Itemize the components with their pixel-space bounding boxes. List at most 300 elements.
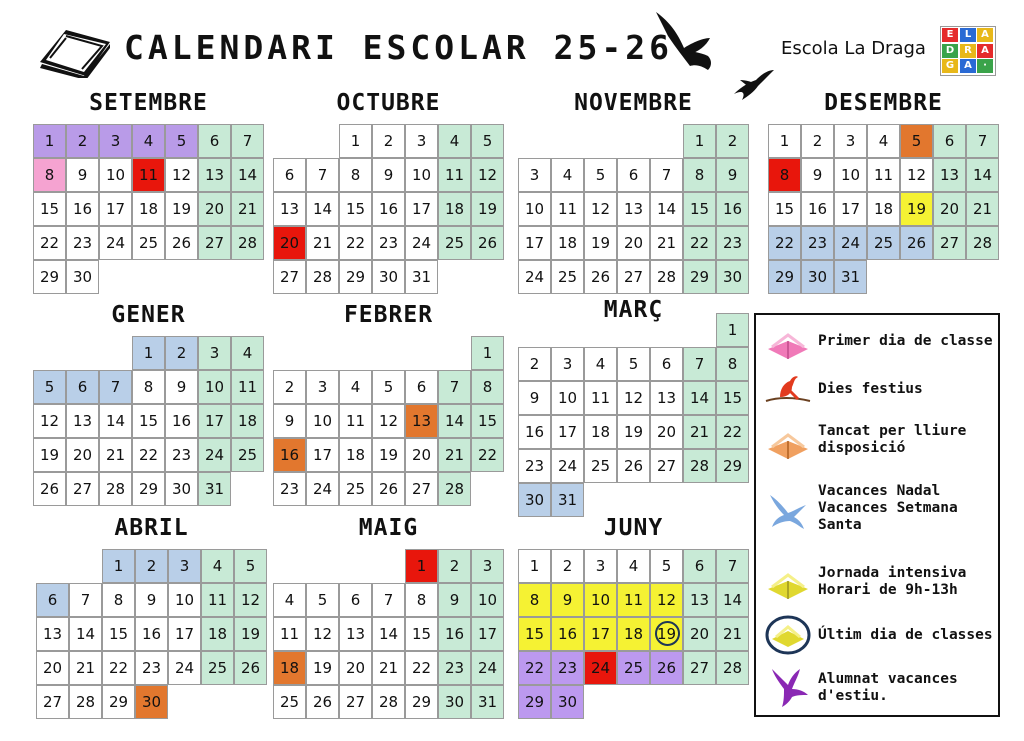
day-cell: 16 xyxy=(716,192,749,226)
day-cell: 27 xyxy=(933,226,966,260)
day-cell: 26 xyxy=(900,226,933,260)
day-cell: 23 xyxy=(273,472,306,506)
day-cell: 28 xyxy=(69,685,102,719)
day-cell: 6 xyxy=(36,583,69,617)
day-cell: 29 xyxy=(768,260,801,294)
day-cell: 11 xyxy=(438,158,471,192)
month-name: OCTUBRE xyxy=(336,90,441,116)
day-cell: 9 xyxy=(372,158,405,192)
day-cell: 12 xyxy=(584,192,617,226)
day-cell: 17 xyxy=(198,404,231,438)
day-cell: 25 xyxy=(339,472,372,506)
day-cell: 3 xyxy=(405,124,438,158)
day-cell: 18 xyxy=(867,192,900,226)
day-cell: 9 xyxy=(273,404,306,438)
day-cell: 4 xyxy=(438,124,471,158)
day-cell: 11 xyxy=(231,370,264,404)
day-cell: 1 xyxy=(33,124,66,158)
day-cell: 9 xyxy=(66,158,99,192)
day-cell: 15 xyxy=(683,192,716,226)
day-cell: 21 xyxy=(966,192,999,226)
day-cell: 21 xyxy=(716,617,749,651)
day-cell: 10 xyxy=(99,158,132,192)
day-cell: 8 xyxy=(768,158,801,192)
day-cell: 11 xyxy=(867,158,900,192)
day-cell: 24 xyxy=(518,260,551,294)
day-cell: 11 xyxy=(584,381,617,415)
day-cell: 20 xyxy=(339,651,372,685)
day-cell: 5 xyxy=(165,124,198,158)
day-cell: 27 xyxy=(36,685,69,719)
day-cell: 15 xyxy=(716,381,749,415)
day-cell: 29 xyxy=(339,260,372,294)
day-cell: 20 xyxy=(273,226,306,260)
day-cell: 14 xyxy=(306,192,339,226)
day-cell: 3 xyxy=(168,549,201,583)
month-9 xyxy=(518,515,749,719)
day-cell: 20 xyxy=(933,192,966,226)
day-cell: 29 xyxy=(683,260,716,294)
day-cell: 7 xyxy=(306,158,339,192)
day-cell: 4 xyxy=(584,347,617,381)
day-cell: 8 xyxy=(33,158,66,192)
day-cell: 2 xyxy=(518,347,551,381)
day-cell: 13 xyxy=(405,404,438,438)
day-cell: 3 xyxy=(834,124,867,158)
day-cell: 1 xyxy=(768,124,801,158)
day-cell: 12 xyxy=(900,158,933,192)
day-cell: 22 xyxy=(471,438,504,472)
day-cell: 29 xyxy=(405,685,438,719)
day-cell: 27 xyxy=(66,472,99,506)
day-cell: 10 xyxy=(551,381,584,415)
month-7 xyxy=(36,515,267,719)
day-cell: 7 xyxy=(966,124,999,158)
day-cell: 4 xyxy=(201,549,234,583)
day-cell: 22 xyxy=(132,438,165,472)
day-cell: 5 xyxy=(584,158,617,192)
month-1 xyxy=(273,90,504,294)
day-cell: 12 xyxy=(617,381,650,415)
day-cell: 17 xyxy=(471,617,504,651)
day-cell: 26 xyxy=(306,685,339,719)
day-cell: 9 xyxy=(165,370,198,404)
month-4 xyxy=(33,302,264,506)
day-cell: 20 xyxy=(198,192,231,226)
day-cell: 17 xyxy=(99,192,132,226)
day-cell: 1 xyxy=(132,336,165,370)
day-cell: 23 xyxy=(135,651,168,685)
day-cell: 12 xyxy=(650,583,683,617)
day-cell: 7 xyxy=(716,549,749,583)
day-cell: 29 xyxy=(518,685,551,719)
day-cell: 14 xyxy=(99,404,132,438)
day-cell: 3 xyxy=(198,336,231,370)
day-cell: 10 xyxy=(834,158,867,192)
day-cell: 11 xyxy=(201,583,234,617)
day-cell: 16 xyxy=(438,617,471,651)
day-cell: 31 xyxy=(198,472,231,506)
day-cell: 9 xyxy=(716,158,749,192)
day-cell: 13 xyxy=(36,617,69,651)
day-cell: 27 xyxy=(273,260,306,294)
day-cell: 1 xyxy=(339,124,372,158)
day-cell: 23 xyxy=(438,651,471,685)
day-cell: 16 xyxy=(518,415,551,449)
day-cell: 4 xyxy=(132,124,165,158)
month-name: MAIG xyxy=(358,515,419,541)
day-cell: 6 xyxy=(198,124,231,158)
day-cell: 26 xyxy=(650,651,683,685)
day-cell: 8 xyxy=(518,583,551,617)
day-cell: 2 xyxy=(716,124,749,158)
day-cell: 25 xyxy=(584,449,617,483)
day-cell: 28 xyxy=(306,260,339,294)
day-cell: 9 xyxy=(551,583,584,617)
day-cell: 3 xyxy=(584,549,617,583)
month-name: JUNY xyxy=(603,515,664,541)
day-cell: 14 xyxy=(372,617,405,651)
day-cell: 10 xyxy=(471,583,504,617)
day-cell: 9 xyxy=(438,583,471,617)
day-cell: 18 xyxy=(584,415,617,449)
month-8 xyxy=(273,515,504,719)
day-cell: 4 xyxy=(617,549,650,583)
day-cell: 22 xyxy=(339,226,372,260)
day-cell: 7 xyxy=(650,158,683,192)
month-6 xyxy=(518,297,749,517)
month-5 xyxy=(273,302,504,506)
day-cell: 27 xyxy=(683,651,716,685)
day-cell: 12 xyxy=(306,617,339,651)
day-cell: 20 xyxy=(66,438,99,472)
day-cell: 30 xyxy=(801,260,834,294)
day-cell: 13 xyxy=(339,617,372,651)
day-cell: 24 xyxy=(198,438,231,472)
day-cell: 17 xyxy=(551,415,584,449)
day-cell: 18 xyxy=(231,404,264,438)
blue-bird-icon xyxy=(764,491,812,531)
day-cell: 3 xyxy=(551,347,584,381)
day-cell: 6 xyxy=(683,549,716,583)
day-cell: 28 xyxy=(683,449,716,483)
pink-book-icon xyxy=(764,327,812,363)
day-cell: 2 xyxy=(66,124,99,158)
day-cell: 7 xyxy=(99,370,132,404)
day-cell: 1 xyxy=(518,549,551,583)
day-cell: 20 xyxy=(683,617,716,651)
day-cell: 26 xyxy=(471,226,504,260)
day-cell: 22 xyxy=(768,226,801,260)
day-cell: 21 xyxy=(683,415,716,449)
day-cell: 5 xyxy=(650,549,683,583)
day-cell: 19 xyxy=(584,226,617,260)
day-cell: 6 xyxy=(617,158,650,192)
day-cell: 26 xyxy=(584,260,617,294)
day-cell: 24 xyxy=(405,226,438,260)
day-cell: 14 xyxy=(69,617,102,651)
day-cell: 24 xyxy=(584,651,617,685)
day-cell: 11 xyxy=(273,617,306,651)
day-cell: 12 xyxy=(372,404,405,438)
day-cell: 10 xyxy=(584,583,617,617)
day-cell: 26 xyxy=(165,226,198,260)
day-cell: 5 xyxy=(234,549,267,583)
day-cell: 15 xyxy=(132,404,165,438)
day-cell: 2 xyxy=(801,124,834,158)
day-cell: 1 xyxy=(716,313,749,347)
day-cell: 2 xyxy=(273,370,306,404)
day-cell: 18 xyxy=(201,617,234,651)
day-cell: 16 xyxy=(66,192,99,226)
day-cell: 13 xyxy=(617,192,650,226)
day-cell: 12 xyxy=(33,404,66,438)
day-cell: 13 xyxy=(198,158,231,192)
day-cell: 10 xyxy=(306,404,339,438)
day-cell: 16 xyxy=(372,192,405,226)
day-cell: 19 xyxy=(165,192,198,226)
day-cell: 5 xyxy=(471,124,504,158)
day-cell: 16 xyxy=(551,617,584,651)
day-cell: 2 xyxy=(551,549,584,583)
day-cell: 15 xyxy=(102,617,135,651)
day-cell: 25 xyxy=(551,260,584,294)
day-cell: 17 xyxy=(584,617,617,651)
day-cell: 17 xyxy=(306,438,339,472)
day-cell: 6 xyxy=(405,370,438,404)
day-cell: 21 xyxy=(306,226,339,260)
day-cell: 14 xyxy=(716,583,749,617)
day-cell: 28 xyxy=(231,226,264,260)
day-cell: 2 xyxy=(165,336,198,370)
day-cell: 3 xyxy=(471,549,504,583)
day-cell: 25 xyxy=(617,651,650,685)
day-cell: 6 xyxy=(650,347,683,381)
yellow-book-icon xyxy=(764,567,812,603)
month-name: ABRIL xyxy=(114,515,189,541)
day-cell: 26 xyxy=(33,472,66,506)
day-cell: 6 xyxy=(933,124,966,158)
day-cell: 14 xyxy=(966,158,999,192)
header xyxy=(0,0,1024,90)
day-cell: 28 xyxy=(438,472,471,506)
month-name: MARÇ xyxy=(603,297,664,323)
day-cell: 3 xyxy=(99,124,132,158)
day-cell: 22 xyxy=(405,651,438,685)
day-cell: 25 xyxy=(867,226,900,260)
day-cell: 11 xyxy=(551,192,584,226)
day-cell: 12 xyxy=(165,158,198,192)
day-cell: 16 xyxy=(801,192,834,226)
day-cell: 19 xyxy=(617,415,650,449)
day-cell: 8 xyxy=(683,158,716,192)
day-cell: 20 xyxy=(405,438,438,472)
day-cell: 27 xyxy=(198,226,231,260)
day-cell: 10 xyxy=(518,192,551,226)
day-cell: 3 xyxy=(306,370,339,404)
day-cell: 15 xyxy=(405,617,438,651)
day-cell: 20 xyxy=(36,651,69,685)
day-cell: 12 xyxy=(234,583,267,617)
day-cell: 15 xyxy=(471,404,504,438)
day-cell: 21 xyxy=(372,651,405,685)
school-name: Escola La Draga xyxy=(781,38,926,59)
day-cell: 27 xyxy=(617,260,650,294)
day-cell: 4 xyxy=(551,158,584,192)
day-cell: 24 xyxy=(551,449,584,483)
day-cell: 28 xyxy=(372,685,405,719)
day-cell: 26 xyxy=(617,449,650,483)
day-cell: 14 xyxy=(683,381,716,415)
month-name: GENER xyxy=(111,302,186,328)
day-cell: 30 xyxy=(135,685,168,719)
day-cell: 17 xyxy=(168,617,201,651)
open-book-icon xyxy=(36,22,114,78)
day-cell: 16 xyxy=(273,438,306,472)
day-cell: 23 xyxy=(165,438,198,472)
day-cell: 21 xyxy=(99,438,132,472)
day-cell: 25 xyxy=(201,651,234,685)
day-cell: 30 xyxy=(438,685,471,719)
day-cell: 1 xyxy=(683,124,716,158)
school-logo: E L A D R A G A · xyxy=(940,26,996,76)
red-bird-icon xyxy=(764,371,812,407)
day-cell: 9 xyxy=(518,381,551,415)
day-cell: 18 xyxy=(132,192,165,226)
day-cell: 17 xyxy=(405,192,438,226)
day-cell: 13 xyxy=(683,583,716,617)
day-cell: 10 xyxy=(405,158,438,192)
day-cell: 22 xyxy=(683,226,716,260)
day-cell: 7 xyxy=(438,370,471,404)
day-cell: 9 xyxy=(801,158,834,192)
day-cell: 31 xyxy=(551,483,584,517)
day-cell: 14 xyxy=(650,192,683,226)
day-cell: 1 xyxy=(405,549,438,583)
day-cell: 15 xyxy=(768,192,801,226)
day-cell: 28 xyxy=(650,260,683,294)
day-cell: 18 xyxy=(617,617,650,651)
day-cell: 18 xyxy=(273,651,306,685)
day-cell: 2 xyxy=(438,549,471,583)
day-cell: 31 xyxy=(471,685,504,719)
day-cell: 18 xyxy=(551,226,584,260)
month-2 xyxy=(518,90,749,294)
month-name: NOVEMBRE xyxy=(574,90,693,116)
day-cell: 8 xyxy=(716,347,749,381)
day-cell: 31 xyxy=(834,260,867,294)
day-cell: 7 xyxy=(69,583,102,617)
day-cell: 13 xyxy=(933,158,966,192)
day-cell: 19 xyxy=(33,438,66,472)
day-cell: 23 xyxy=(716,226,749,260)
day-cell: 28 xyxy=(99,472,132,506)
day-cell: 24 xyxy=(168,651,201,685)
day-cell: 28 xyxy=(966,226,999,260)
day-cell: 2 xyxy=(135,549,168,583)
day-cell: 24 xyxy=(834,226,867,260)
day-cell: 30 xyxy=(165,472,198,506)
day-cell: 6 xyxy=(339,583,372,617)
day-cell: 22 xyxy=(102,651,135,685)
day-cell: 19 xyxy=(234,617,267,651)
day-cell: 23 xyxy=(801,226,834,260)
day-cell: 22 xyxy=(716,415,749,449)
day-cell: 3 xyxy=(518,158,551,192)
day-cell: 16 xyxy=(135,617,168,651)
month-name: DESEMBRE xyxy=(824,90,943,116)
day-cell: 16 xyxy=(165,404,198,438)
day-cell: 11 xyxy=(617,583,650,617)
day-cell: 31 xyxy=(405,260,438,294)
day-cell: 4 xyxy=(339,370,372,404)
day-cell: 15 xyxy=(518,617,551,651)
day-cell: 28 xyxy=(716,651,749,685)
day-cell: 21 xyxy=(650,226,683,260)
day-cell: 2 xyxy=(372,124,405,158)
day-cell: 30 xyxy=(66,260,99,294)
day-cell: 17 xyxy=(518,226,551,260)
ringed-yellow-book-icon xyxy=(764,615,812,655)
day-cell: 8 xyxy=(471,370,504,404)
day-cell: 10 xyxy=(168,583,201,617)
day-cell: 23 xyxy=(518,449,551,483)
day-cell: 30 xyxy=(518,483,551,517)
month-0 xyxy=(33,90,264,294)
day-cell: 8 xyxy=(132,370,165,404)
day-cell: 4 xyxy=(231,336,264,370)
day-cell: 20 xyxy=(617,226,650,260)
day-cell: 29 xyxy=(102,685,135,719)
day-cell: 8 xyxy=(339,158,372,192)
day-cell: 25 xyxy=(438,226,471,260)
day-cell: 18 xyxy=(339,438,372,472)
day-cell: 30 xyxy=(551,685,584,719)
day-cell: 24 xyxy=(99,226,132,260)
day-cell: 5 xyxy=(617,347,650,381)
day-cell: 12 xyxy=(471,158,504,192)
day-cell: 10 xyxy=(198,370,231,404)
day-cell: 26 xyxy=(372,472,405,506)
day-cell: 22 xyxy=(518,651,551,685)
day-cell: 22 xyxy=(33,226,66,260)
page-title: CALENDARI ESCOLAR 25-26 xyxy=(124,28,673,67)
day-cell: 9 xyxy=(135,583,168,617)
day-cell: 11 xyxy=(339,404,372,438)
month-3 xyxy=(768,90,999,294)
day-cell: 23 xyxy=(551,651,584,685)
day-cell: 7 xyxy=(231,124,264,158)
day-cell: 7 xyxy=(372,583,405,617)
day-cell: 26 xyxy=(234,651,267,685)
day-cell: 15 xyxy=(339,192,372,226)
day-cell: 29 xyxy=(132,472,165,506)
day-cell: 19 xyxy=(306,651,339,685)
day-cell: 27 xyxy=(405,472,438,506)
day-cell: 17 xyxy=(834,192,867,226)
day-cell: 14 xyxy=(438,404,471,438)
legend: Primer dia de classe Dies festius Tancat per lliure disposició Vacances Nadal Vacances Setmana Santa Jornada intensiva Horari de 9h-13h Últim dia de classes Alumnat vacances d'estiu. xyxy=(754,313,1000,717)
day-cell: 13 xyxy=(66,404,99,438)
day-cell: 30 xyxy=(716,260,749,294)
day-cell: 29 xyxy=(33,260,66,294)
day-cell: 6 xyxy=(273,158,306,192)
day-cell: 25 xyxy=(273,685,306,719)
day-cell: 4 xyxy=(273,583,306,617)
day-cell: 6 xyxy=(66,370,99,404)
day-cell: 18 xyxy=(438,192,471,226)
day-cell: 4 xyxy=(867,124,900,158)
